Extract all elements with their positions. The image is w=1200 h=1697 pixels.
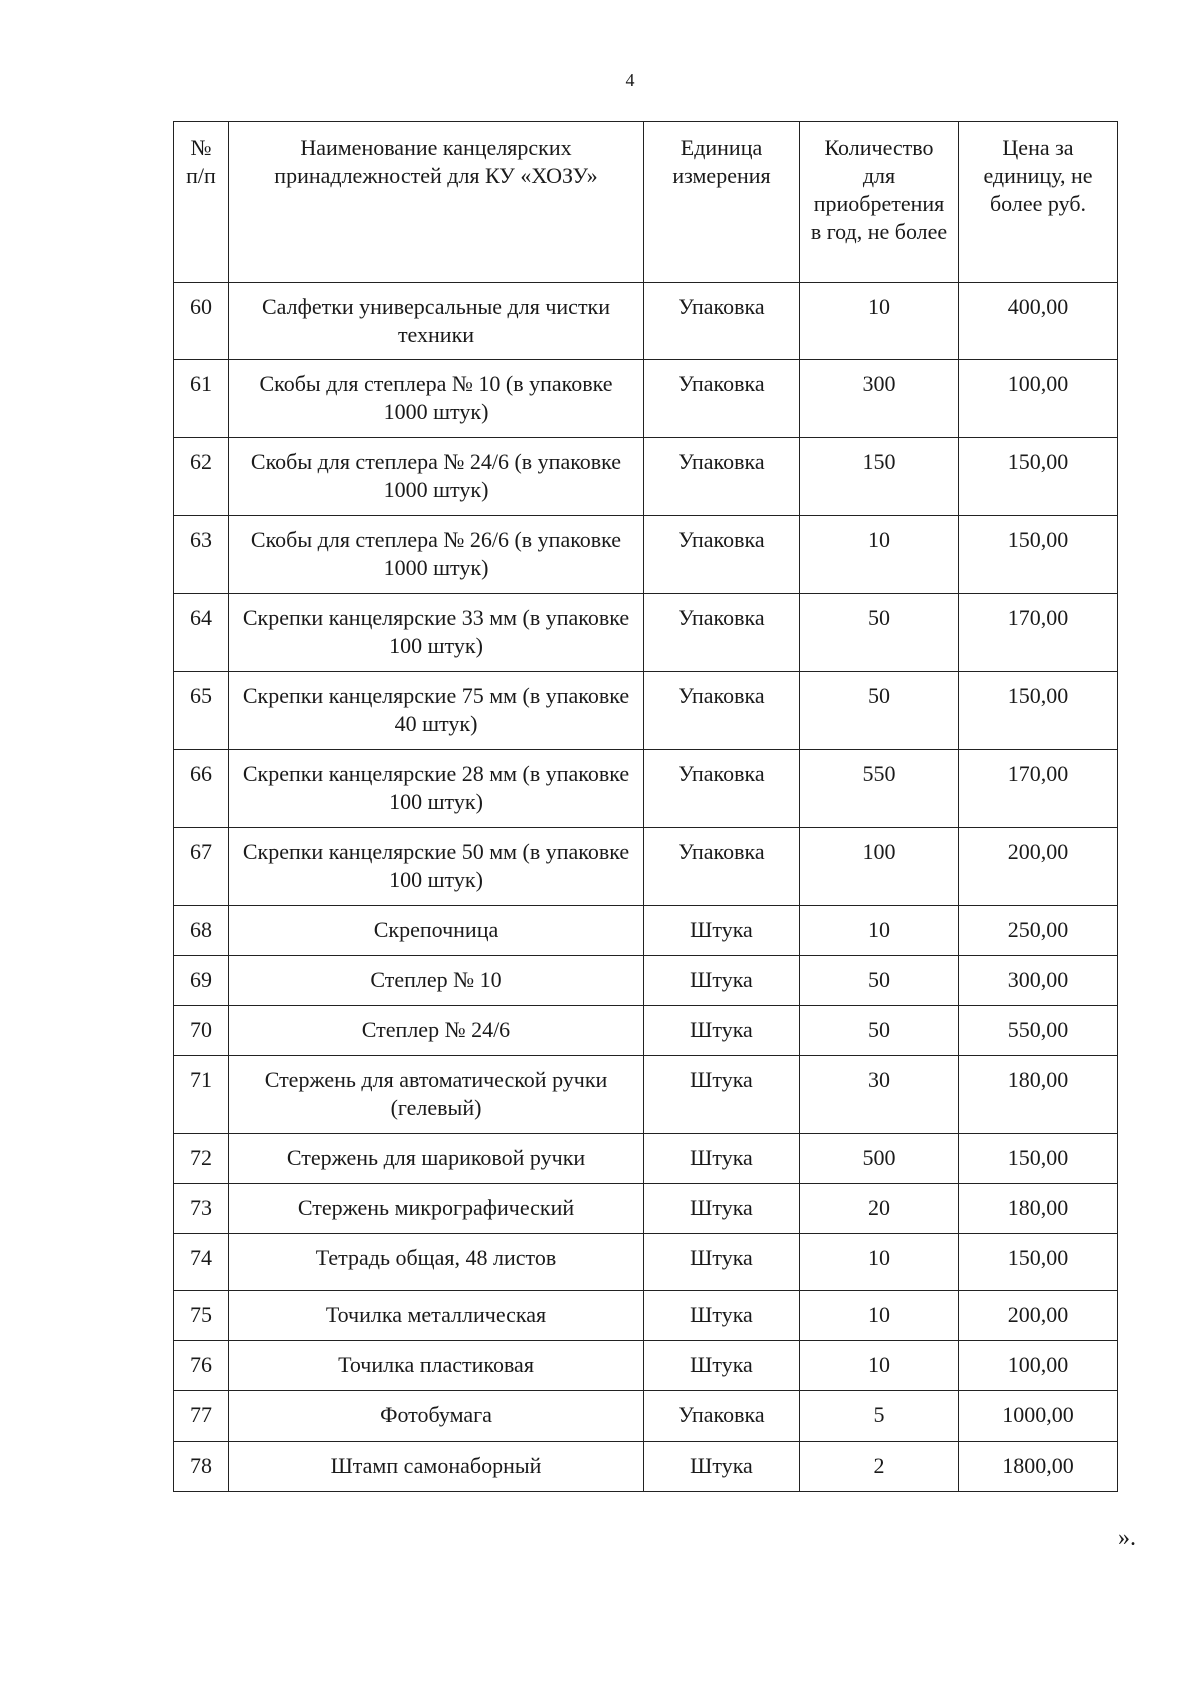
table-header-row [174,122,1118,283]
cell-unit: Штука [644,1184,800,1234]
cell-number: 71 [174,1056,229,1134]
cell-quantity: 10 [800,516,959,594]
cell-unit: Штука [644,1006,800,1056]
cell-price: 170,00 [959,750,1118,828]
table-row [174,672,1118,750]
cell-item-name: Скрепки канцелярские 33 мм (в упаковке 100 штук) [229,594,644,672]
cell-item-name: Фотобумага [229,1391,644,1442]
closing-quote-mark: ». [1118,1525,1136,1551]
cell-unit: Штука [644,1442,800,1492]
cell-price: 150,00 [959,438,1118,516]
cell-quantity: 100 [800,828,959,906]
header-number: № п/п [174,122,229,283]
cell-number: 70 [174,1006,229,1056]
cell-unit: Штука [644,1234,800,1291]
table-row [174,956,1118,1006]
table-row [174,516,1118,594]
cell-unit: Упаковка [644,672,800,750]
cell-item-name: Скрепки канцелярские 75 мм (в упаковке 40 штук) [229,672,644,750]
cell-number: 62 [174,438,229,516]
cell-unit: Штука [644,906,800,956]
cell-quantity: 10 [800,1291,959,1341]
table-row [174,828,1118,906]
cell-number: 63 [174,516,229,594]
cell-number: 75 [174,1291,229,1341]
cell-price: 300,00 [959,956,1118,1006]
table-row [174,750,1118,828]
stationery-table [173,121,1118,1492]
cell-item-name: Точилка металлическая [229,1291,644,1341]
cell-unit: Упаковка [644,594,800,672]
cell-quantity: 10 [800,1234,959,1291]
cell-number: 64 [174,594,229,672]
table-row [174,1234,1118,1291]
cell-price: 100,00 [959,1341,1118,1391]
table-row [174,1391,1118,1442]
cell-quantity: 2 [800,1442,959,1492]
cell-price: 150,00 [959,1134,1118,1184]
cell-unit: Упаковка [644,360,800,438]
cell-price: 550,00 [959,1006,1118,1056]
cell-number: 69 [174,956,229,1006]
cell-quantity: 10 [800,283,959,360]
table-row [174,906,1118,956]
header-item-name: Наименование канцелярских принадлежностей для КУ «ХОЗУ» [229,122,644,283]
cell-item-name: Скобы для степлера № 26/6 (в упаковке 1000 штук) [229,516,644,594]
cell-unit: Упаковка [644,750,800,828]
cell-quantity: 550 [800,750,959,828]
cell-price: 400,00 [959,283,1118,360]
table-row [174,1442,1118,1492]
cell-number: 60 [174,283,229,360]
cell-item-name: Скрепки канцелярские 50 мм (в упаковке 100 штук) [229,828,644,906]
header-quantity: Количество для приобретения в год, не более [800,122,959,283]
cell-number: 65 [174,672,229,750]
cell-price: 170,00 [959,594,1118,672]
cell-number: 78 [174,1442,229,1492]
table-row [174,1341,1118,1391]
header-unit: Единица измерения [644,122,800,283]
cell-quantity: 150 [800,438,959,516]
cell-quantity: 50 [800,672,959,750]
cell-number: 68 [174,906,229,956]
cell-item-name: Стержень для шариковой ручки [229,1134,644,1184]
cell-price: 100,00 [959,360,1118,438]
cell-quantity: 10 [800,906,959,956]
table-row [174,1134,1118,1184]
cell-quantity: 20 [800,1184,959,1234]
table-row [174,1006,1118,1056]
cell-item-name: Скрепочница [229,906,644,956]
table-row [174,594,1118,672]
cell-quantity: 10 [800,1341,959,1391]
cell-price: 200,00 [959,1291,1118,1341]
cell-item-name: Скрепки канцелярские 28 мм (в упаковке 100 штук) [229,750,644,828]
table-row [174,360,1118,438]
cell-item-name: Степлер № 10 [229,956,644,1006]
header-price: Цена за единицу, не более руб. [959,122,1118,283]
cell-item-name: Тетрадь общая, 48 листов [229,1234,644,1291]
cell-unit: Штука [644,1291,800,1341]
table-row [174,1056,1118,1134]
cell-unit: Упаковка [644,438,800,516]
cell-price: 1800,00 [959,1442,1118,1492]
cell-quantity: 500 [800,1134,959,1184]
table-row [174,438,1118,516]
cell-item-name: Степлер № 24/6 [229,1006,644,1056]
cell-unit: Штука [644,1341,800,1391]
cell-number: 67 [174,828,229,906]
cell-price: 150,00 [959,672,1118,750]
cell-quantity: 50 [800,1006,959,1056]
page-number: 4 [625,70,635,90]
cell-number: 73 [174,1184,229,1234]
table-row [174,283,1118,360]
cell-price: 180,00 [959,1184,1118,1234]
cell-unit: Упаковка [644,516,800,594]
cell-unit: Штука [644,1056,800,1134]
table-row [174,1184,1118,1234]
cell-number: 66 [174,750,229,828]
cell-number: 61 [174,360,229,438]
cell-number: 77 [174,1391,229,1442]
cell-number: 76 [174,1341,229,1391]
cell-item-name: Скобы для степлера № 10 (в упаковке 1000 штук) [229,360,644,438]
cell-quantity: 300 [800,360,959,438]
cell-item-name: Салфетки универсальные для чистки техники [229,283,644,360]
cell-price: 150,00 [959,1234,1118,1291]
cell-unit: Упаковка [644,283,800,360]
cell-unit: Штука [644,956,800,1006]
cell-quantity: 30 [800,1056,959,1134]
cell-item-name: Штамп самонаборный [229,1442,644,1492]
cell-price: 150,00 [959,516,1118,594]
cell-item-name: Стержень микрографический [229,1184,644,1234]
table-row [174,1291,1118,1341]
cell-item-name: Стержень для автоматической ручки (гелевый) [229,1056,644,1134]
cell-quantity: 50 [800,594,959,672]
cell-price: 180,00 [959,1056,1118,1134]
cell-number: 72 [174,1134,229,1184]
cell-unit: Штука [644,1134,800,1184]
cell-quantity: 50 [800,956,959,1006]
cell-price: 1000,00 [959,1391,1118,1442]
cell-item-name: Точилка пластиковая [229,1341,644,1391]
cell-unit: Упаковка [644,1391,800,1442]
cell-unit: Упаковка [644,828,800,906]
cell-quantity: 5 [800,1391,959,1442]
cell-price: 250,00 [959,906,1118,956]
cell-price: 200,00 [959,828,1118,906]
cell-item-name: Скобы для степлера № 24/6 (в упаковке 1000 штук) [229,438,644,516]
cell-number: 74 [174,1234,229,1291]
